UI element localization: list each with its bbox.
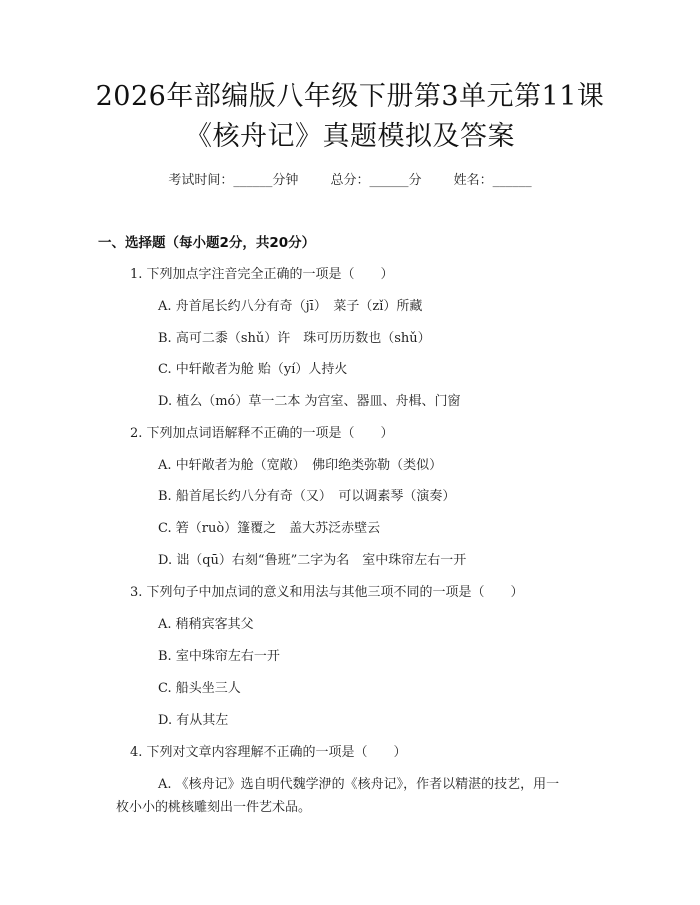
question-option: D. 诎（qū）右刻“鲁班”二字为名 室中珠帘左右一开 xyxy=(158,553,467,568)
question-stem: 4. 下列对文章内容理解不正确的一项是（ ） xyxy=(130,745,407,760)
section-heading: 一、选择题（每小题2分，共20分） xyxy=(98,235,316,251)
question-option: B. 高可二黍（shǔ）许 珠可历历数也（shǔ） xyxy=(158,331,431,346)
question-option: A. 稍稍宾客其父 xyxy=(158,617,254,632)
question-stem: 1. 下列加点字注音完全正确的一项是（ ） xyxy=(130,267,394,282)
question-stem: 3. 下列句子中加点词的意义和用法与其他三项不同的一项是（ ） xyxy=(130,585,524,600)
question-option: C. 箬（ruò）篷覆之 盖大苏泛赤壁云 xyxy=(158,521,381,536)
question-option: D. 有从其左 xyxy=(158,713,229,728)
question-option-continued: 枚小小的桃核雕刻出一件艺术品。 xyxy=(116,800,312,815)
question-option: D. 植么（mó）草一二本 为宫室、器皿、舟楫、门窗 xyxy=(158,394,461,409)
exam-time-field: 考试时间：______分钟 xyxy=(168,173,299,188)
document-title-line-2: 《核舟记》真题模拟及答案 xyxy=(185,121,515,152)
question-stem: 2. 下列加点词语解释不正确的一项是（ ） xyxy=(130,426,394,441)
question-option: A. 《核舟记》选自明代魏学洢的《核舟记》，作者以精湛的技艺，用一 xyxy=(158,777,560,792)
total-score-field: 总分：______分 xyxy=(330,173,422,188)
question-option: C. 中轩敞者为舱 贻（yí）人持火 xyxy=(158,362,348,377)
question-option: B. 船首尾长约八分有奇（又） 可以调素琴（演奏） xyxy=(158,489,456,504)
exam-meta-row xyxy=(0,169,700,188)
student-name-field: 姓名：______ xyxy=(453,173,532,188)
document-title-line-1: 2026年部编版八年级下册第3单元第11课 xyxy=(95,81,605,112)
question-option: C. 船头坐三人 xyxy=(158,681,241,696)
question-option: B. 室中珠帘左右一开 xyxy=(158,649,280,664)
question-option: A. 中轩敞者为舱（宽敞） 佛印绝类弥勒（类似） xyxy=(158,458,443,473)
question-option: A. 舟首尾长约八分有奇（jī） 菜子（zǐ）所藏 xyxy=(158,299,423,314)
